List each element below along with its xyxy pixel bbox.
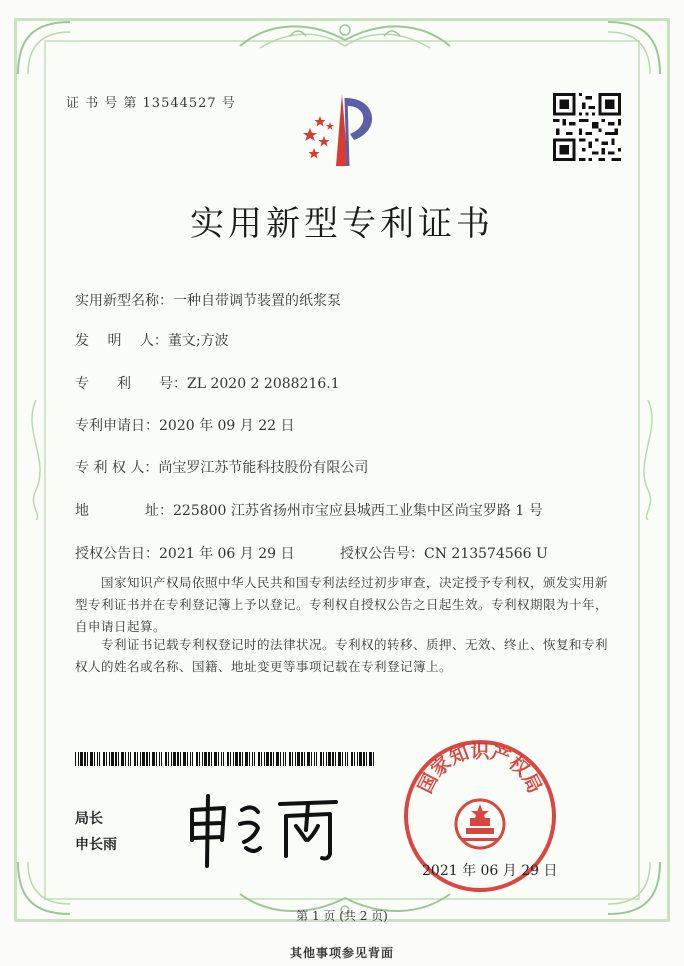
barcode-bar [235, 752, 238, 766]
barcode-bar [171, 752, 172, 766]
barcode-bar [118, 752, 119, 766]
svg-text:国家知识产权局 [414, 740, 546, 797]
barcode-bar [90, 752, 93, 766]
utility-model-name: 一种自带调节装置的纸浆泵 [173, 293, 341, 309]
field-label: 专 利 权 人： [75, 460, 159, 476]
patentee-row [75, 457, 368, 477]
barcode-bar [366, 752, 367, 766]
grant-number: CN 213574566 U [424, 546, 548, 562]
field-label: 授权公告号： [340, 546, 424, 562]
barcode-bar [261, 752, 262, 766]
barcode-bar [103, 752, 105, 766]
barcode-bar [311, 752, 312, 766]
barcode-bar [320, 752, 322, 766]
barcode-bar [208, 752, 210, 766]
barcode-bar [211, 752, 212, 766]
barcode-bar [323, 752, 324, 766]
barcode-bar [264, 752, 265, 766]
barcode-bar [199, 752, 200, 766]
barcode-bar [177, 752, 179, 766]
barcode-bar [314, 752, 315, 766]
barcode-bar [363, 752, 365, 766]
barcode-bar [134, 752, 136, 766]
barcode-bar [354, 752, 355, 766]
barcode-bar [273, 752, 274, 766]
filing-date-row [75, 415, 295, 435]
grant-date-row [75, 543, 295, 563]
address-row [75, 500, 543, 520]
patent-number: ZL 2020 2 2088216.1 [187, 376, 340, 392]
barcode-bar [342, 752, 343, 766]
side-vine-ornament [18, 400, 54, 520]
grant-number-row [340, 543, 548, 563]
barcode-bar [142, 752, 145, 766]
barcode-bar [183, 752, 186, 766]
barcode-bar [316, 752, 317, 766]
back-note: 其他事项参见背面 [289, 946, 394, 960]
barcode-bar [115, 752, 117, 766]
barcode-bar [97, 752, 98, 766]
barcode-bar [187, 752, 188, 766]
barcode-bar [245, 752, 248, 766]
barcode-bar [258, 752, 260, 766]
seal-date: 2021 年 06 月 29 日 [422, 863, 558, 879]
barcode-bar [227, 752, 229, 766]
barcode-bar [304, 752, 305, 766]
barcode-bar [149, 752, 150, 766]
barcode-bar [276, 752, 279, 766]
legal-status-paragraph: 专利证书记载专利权登记时的法律状况。专利权的转移、质押、无效、终止、恢复和专利权人的姓名或名称、国籍、地址变更等事项记载在专利登记簿上。 [75, 637, 609, 674]
barcode-bar [130, 752, 131, 766]
patent-number-row [75, 373, 340, 393]
corner-ornament [604, 18, 664, 78]
barcode-bar [266, 752, 269, 766]
top-ornament [230, 16, 460, 56]
barcode-bar [146, 752, 148, 766]
utility-model-name-row [75, 290, 341, 310]
barcode-bar [152, 752, 155, 766]
barcode-bar [196, 752, 198, 766]
barcode-bar [347, 752, 348, 766]
patentee: 尚宝罗江苏节能科技股份有限公司 [158, 460, 369, 476]
barcode-bar [223, 752, 224, 766]
side-vine-ornament [630, 400, 666, 520]
barcode-bar [359, 752, 362, 766]
barcode-bar [192, 752, 193, 766]
barcode-bar [328, 752, 331, 766]
patent-office-logo [296, 90, 386, 170]
director-title: 局长 [75, 811, 103, 827]
barcode-bar [156, 752, 157, 766]
barcode-bar [297, 752, 300, 766]
barcode-bar [204, 752, 207, 766]
barcode-bar [357, 752, 358, 766]
barcode-bar [285, 752, 286, 766]
barcode-bar [109, 752, 110, 766]
barcode-bar [106, 752, 107, 766]
barcode [75, 752, 375, 766]
seal-text: 国家知识产权局 [414, 740, 546, 797]
barcode-bar [84, 752, 86, 766]
barcode-bar [369, 752, 372, 766]
national-emblem-icon [456, 800, 504, 848]
barcode-bar [140, 752, 141, 766]
field-label: 实用新型名称： [75, 293, 173, 309]
barcode-bar [165, 752, 167, 766]
barcode-bar [218, 752, 219, 766]
barcode-bar [270, 752, 272, 766]
barcode-bar [283, 752, 284, 766]
barcode-bar [335, 752, 336, 766]
barcode-bar [289, 752, 291, 766]
barcode-bar [78, 752, 79, 766]
certificate-title: 实用新型专利证书 [190, 204, 494, 244]
barcode-bar [307, 752, 310, 766]
barcode-bar [128, 752, 129, 766]
barcode-bar [332, 752, 334, 766]
address: 225800 江苏省扬州市宝应县城西工业集中区尚宝罗路 1 号 [173, 503, 543, 519]
barcode-bar [111, 752, 114, 766]
barcode-bar [180, 752, 181, 766]
barcode-bar [121, 752, 124, 766]
filing-date: 2020 年 09 月 22 日 [159, 418, 295, 434]
barcode-bar [80, 752, 83, 766]
director-signature [180, 790, 350, 870]
barcode-bar [87, 752, 88, 766]
barcode-bar [137, 752, 138, 766]
corner-ornament [14, 18, 74, 78]
grant-statement-paragraph: 国家知识产权局依照中华人民共和国专利法经过初步审查，决定授予专利权，颁发实用新型专利证书并在专利登记簿上予以登记。专利权自授权公告之日起生效。专利权期限为十年，自申请日起算。 [75, 575, 609, 634]
field-label: 发 明 人： [75, 333, 168, 349]
certificate-number: 证 书 号 第 13544527 号 [66, 96, 236, 111]
barcode-bar [254, 752, 255, 766]
barcode-bar [168, 752, 169, 766]
barcode-bar [233, 752, 234, 766]
barcode-bar [94, 752, 95, 766]
barcode-bar [75, 752, 76, 766]
barcode-bar [301, 752, 303, 766]
barcode-bar [351, 752, 353, 766]
field-label: 地 址： [75, 503, 173, 519]
director-name: 申长雨 [75, 837, 117, 853]
qr-code [553, 93, 621, 161]
barcode-bar [292, 752, 293, 766]
barcode-bar [373, 752, 374, 766]
barcode-bar [252, 752, 253, 766]
barcode-bar [249, 752, 250, 766]
barcode-bar [221, 752, 222, 766]
barcode-bar [295, 752, 296, 766]
barcode-bar [326, 752, 327, 766]
field-label: 专利申请日： [75, 418, 159, 434]
barcode-bar [239, 752, 241, 766]
barcode-bar [214, 752, 217, 766]
page-number: 第 1 页 (共 2 页) [296, 909, 388, 923]
barcode-bar [99, 752, 100, 766]
inventor-row [75, 330, 229, 350]
field-label: 专 利 号： [75, 376, 187, 392]
barcode-bar [202, 752, 203, 766]
barcode-bar [125, 752, 126, 766]
barcode-bar [242, 752, 243, 766]
barcode-bar [190, 752, 191, 766]
grant-date: 2021 年 06 月 29 日 [159, 546, 295, 562]
barcode-bar [338, 752, 341, 766]
barcode-bar [280, 752, 281, 766]
barcode-bar [173, 752, 176, 766]
barcode-bar [159, 752, 160, 766]
field-label: 授权公告日： [75, 546, 159, 562]
barcode-bar [345, 752, 346, 766]
barcode-bar [161, 752, 162, 766]
barcode-bar [230, 752, 231, 766]
inventor-names: 董文;方波 [167, 333, 229, 349]
